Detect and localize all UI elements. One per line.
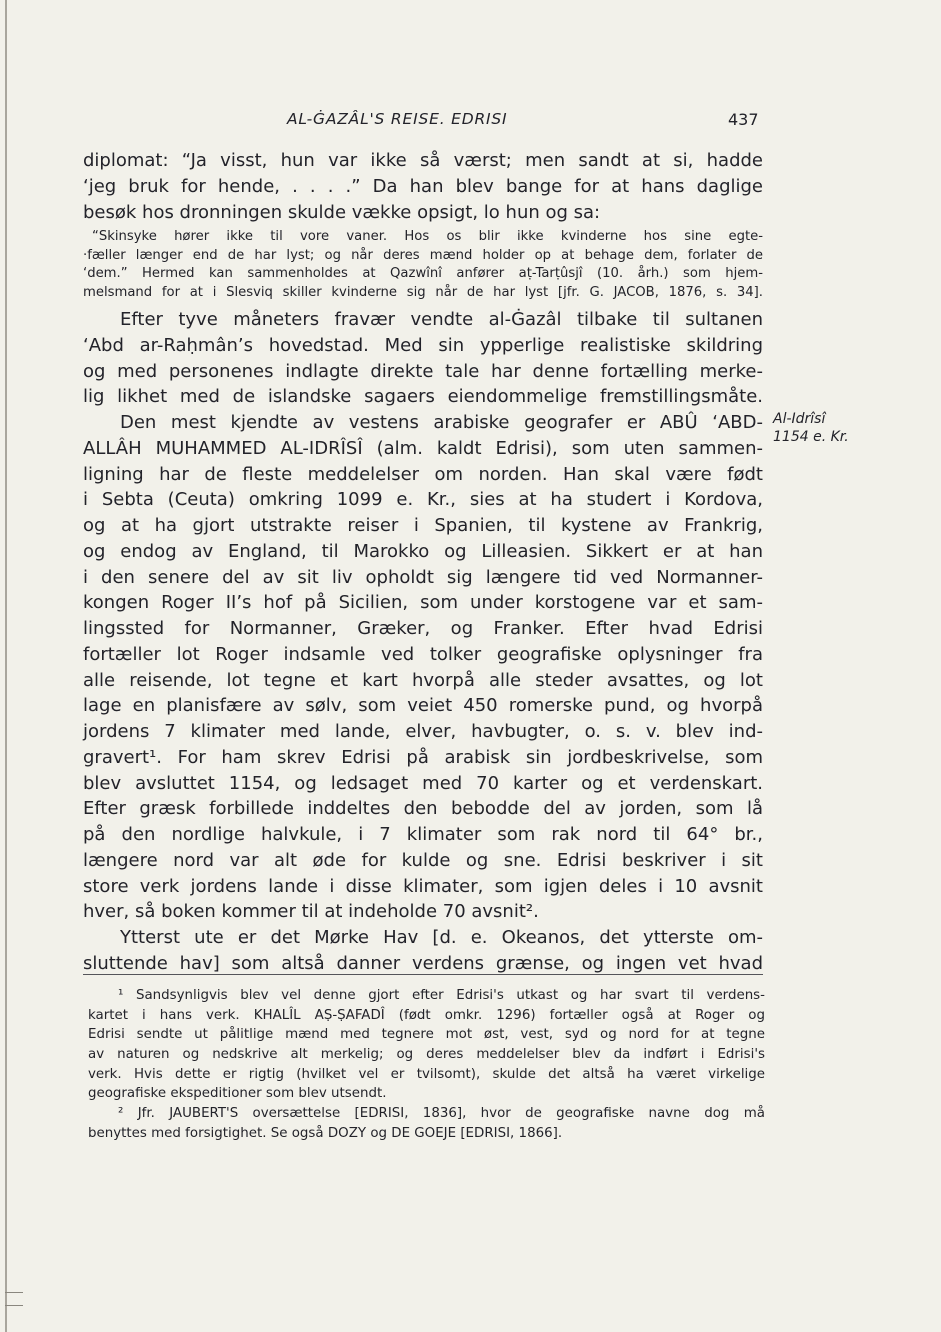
text-line: hver, så boken kommer til at indeholde 70 avsnit². — [83, 901, 539, 923]
text-line: lingssted for Normanner, Græker, og Franker. Efter hvad Edrisi — [83, 618, 763, 639]
text-line: lig likhet med de islandske sagaers eiendommelige fremstillingsmåte. — [83, 386, 763, 408]
text-line: fortæller lot Roger indsamle ved tolker geografiske oplysninger fra — [83, 643, 763, 665]
text-line: Den mest kjendte av vestens arabiske geografer er ABÛ ‘ABD- — [120, 412, 763, 433]
text-line: ‘dem.” Hermed kan sammenholdes at Qazwînî anfører aṭ-Tarṭûsjî (10. årh.) som hjem- — [83, 266, 763, 281]
text-line: længere nord var alt øde for kulde og sne. Edrisi beskriver i sit — [83, 849, 763, 871]
text-line: ligning har de fleste meddelelser om norden. Han skal være født — [83, 463, 763, 485]
text-line: ‘jeg bruk for hende, . . . .” Da han blev bange for at hans daglige — [83, 175, 763, 197]
text-line: store verk jordens lande i disse klimater, som igjen deles i 10 avsnit — [83, 875, 763, 897]
text-line: jordens 7 klimater med lande, elver, havbugter, o. s. v. blev ind- — [83, 721, 763, 742]
running-title: AL-ĠAZÂL'S REISE. EDRISI — [287, 110, 508, 128]
text-line: Efter tyve måneters fravær vendte al-Ġazâl tilbake til sultanen — [120, 309, 763, 330]
main-text — [83, 148, 763, 225]
page-number: 437 — [728, 110, 759, 129]
text-line: Efter græsk forbillede inddeltes den bebodde del av jorden, som lå — [83, 798, 763, 820]
footnote-line: av naturen og nedskrive alt merkelig; og deres meddelelser blev da indført i Edrisi's — [88, 1047, 765, 1063]
margin-note-name: Al-Idrîsî — [773, 411, 826, 427]
footnote-line: kartet i hans verk. KHALÎL AṢ-ṢAFADÎ (født omkr. 1296) fortæller også at Roger og — [88, 1007, 765, 1023]
footnote-line: benyttes med forsigtighet. Se også DOZY og DE GOEJE [EDRISI, 1866]. — [88, 1125, 563, 1141]
text-line: blev avsluttet 1154, og ledsaget med 70 karter og et verdenskart. — [83, 772, 763, 794]
text-line: ·fæller længer end de har lyst; og når deres mænd holder op at behage dem, forlater de — [83, 247, 763, 263]
margin-note-date: 1154 e. Kr. — [773, 429, 849, 445]
text-line: alle reisende, lot tegne et kart hvorpå alle steder avsattes, og lot — [83, 669, 763, 691]
text-line: i den senere del av sit liv opholdt sig længere tid ved Normanner- — [83, 566, 763, 588]
footnotes — [88, 986, 765, 1144]
footnote-line: verk. Hvis dette er rigtig (hvilket vel er tvilsomt), skulde det altså ha været virkelige — [88, 1066, 765, 1082]
text-line: sluttende hav] som altså danner verdens grænse, og ingen vet hvad — [83, 952, 763, 974]
text-line: og endog av England, til Marokko og Lilleasien. Sikkert er at han — [83, 540, 763, 562]
text-line: besøk hos dronningen skulde vække opsigt, lo hun og sa: — [83, 201, 601, 223]
footnote-line: Edrisi sendte ut pålitlige mænd med tegnere mot øst, vest, syd og nord for at tegne — [88, 1027, 765, 1043]
text-line: lage en planisfære av sølv, som veiet 450 romerske pund, og hvorpå — [83, 695, 763, 717]
text-line: og med personenes indlagte direkte tale har denne fortælling merke- — [83, 360, 763, 382]
text-line: ALLÂH MUHAMMED AL-IDRÎSÎ (alm. kaldt Edrisi), som uten sammen- — [83, 437, 763, 459]
text-line: ‘Abd ar-Raḥmân’s hovedstad. Med sin ypperlige realistiske skildring — [83, 334, 763, 356]
quoted-passage — [83, 228, 763, 302]
text-line: gravert¹. For ham skrev Edrisi på arabisk sin jordbeskrivelse, som — [83, 746, 763, 768]
edge-mark — [5, 1292, 23, 1293]
main-text — [83, 307, 763, 977]
text-line: på den nordlige halvkule, i 7 klimater som rak nord til 64° br., — [83, 824, 763, 845]
footnote-rule — [83, 974, 763, 975]
text-line: diplomat: “Ja visst, hun var ikke så værst; men sandt at si, hadde — [83, 150, 763, 171]
text-line: i Sebta (Ceuta) omkring 1099 e. Kr., sies at ha studert i Kordova, — [83, 489, 763, 511]
page-edge — [5, 0, 7, 1332]
text-line: kongen Roger II’s hof på Sicilien, som under korstogene var et sam- — [83, 592, 763, 614]
text-line: melsmand for at i Slesviq skiller kvinderne sig når de har lyst [jfr. G. JACOB, 1876, s. 34]. — [83, 284, 763, 300]
footnote-line: ² Jfr. JAUBERT'S oversættelse [EDRISI, 1836], hvor de geografiske navne dog må — [118, 1106, 765, 1122]
text-line: og at ha gjort utstrakte reiser i Spanien, til kystene av Frankrig, — [83, 515, 763, 536]
text-line: Ytterst ute er det Mørke Hav [d. e. Okeanos, det ytterste om- — [120, 927, 763, 948]
text-line: “Skinsyke hører ikke til vore vaner. Hos os blir ikke kvinderne hos sine egte- — [92, 229, 763, 244]
footnote-line: geografiske ekspeditioner som blev utsendt. — [88, 1086, 387, 1102]
footnote-line: ¹ Sandsynligvis blev vel denne gjort efter Edrisi's utkast og har svart til verdens- — [118, 988, 765, 1003]
edge-mark — [5, 1305, 23, 1306]
